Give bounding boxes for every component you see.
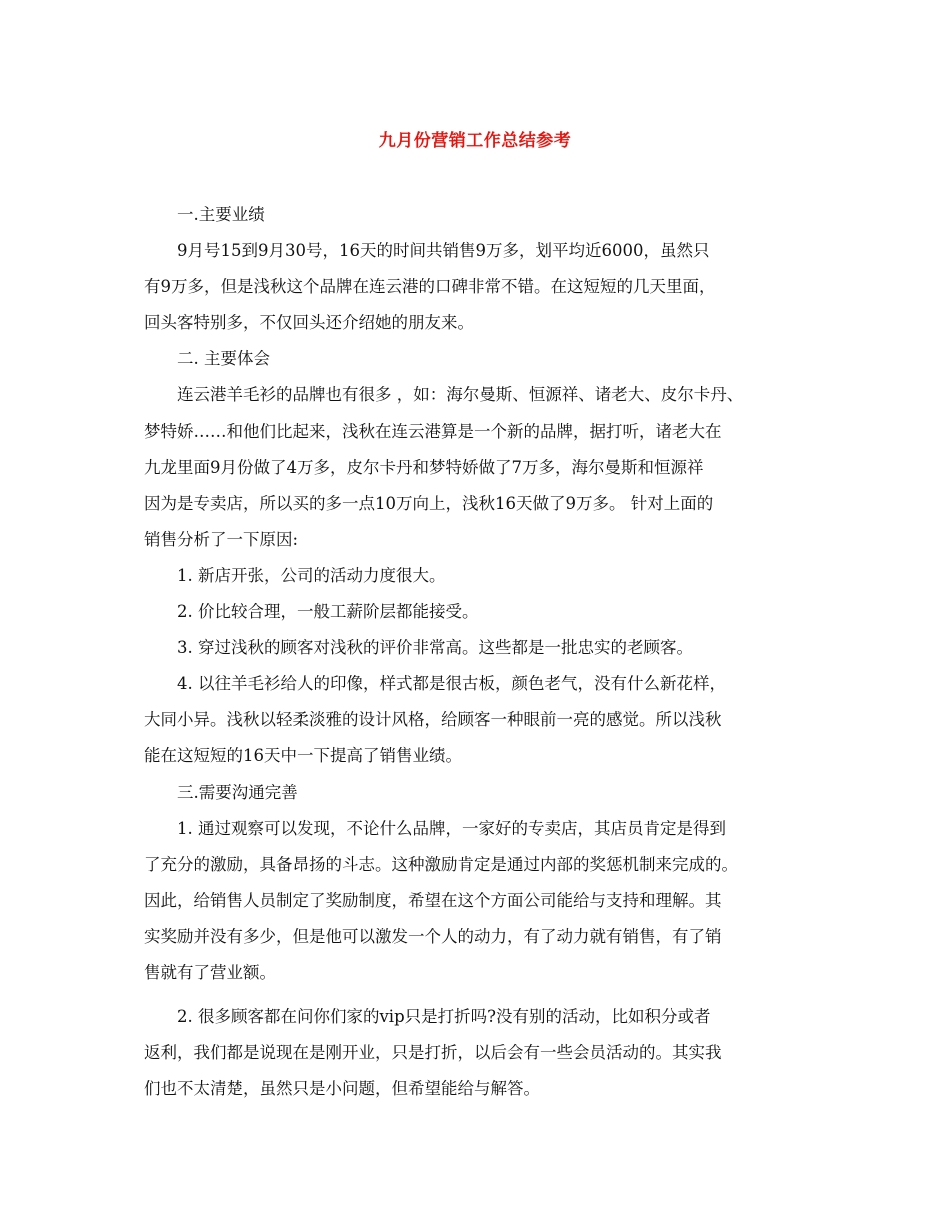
paragraph-line: 大同小异。浅秋以轻柔淡雅的设计风格，给顾客一种眼前一亮的感觉。所以浅秋 xyxy=(144,710,722,730)
document-title: 九月份营销工作总结参考 xyxy=(378,131,572,151)
paragraph-line: 梦特娇……和他们比起来，浅秋在连云港算是一个新的品牌，据打听，诸老大在 xyxy=(144,421,722,441)
paragraph-line: 了充分的激励，具备昂扬的斗志。这种激励肯定是通过内部的奖惩机制来完成的。 xyxy=(144,854,738,874)
list-item: 2. 价比较合理，一般工薪阶层都能接受。 xyxy=(177,602,479,622)
paragraph-line: 销售分析了一下原因: xyxy=(144,529,299,549)
paragraph-line: 因为是专卖店，所以买的多一点10万向上，浅秋16天做了9万多。 针对上面的 xyxy=(144,493,714,513)
document-body xyxy=(144,197,824,1107)
paragraph-line: 售就有了营业额。 xyxy=(144,962,276,982)
section-heading-2: 二. 主要体会 xyxy=(177,349,270,369)
list-item: 2. 很多顾客都在问你们家的vip只是打折吗?没有别的活动，比如积分或者 xyxy=(177,1007,711,1027)
paragraph-line: 能在这短短的16天中一下提高了销售业绩。 xyxy=(144,746,462,766)
list-item: 1. 新店开张，公司的活动力度很大。 xyxy=(177,565,446,585)
list-item: 1. 通过观察可以发现，不论什么品牌，一家好的专卖店，其店员肯定是得到 xyxy=(177,818,726,838)
paragraph-line: 实奖励并没有多少，但是他可以激发一个人的动力，有了动力就有销售，有了销 xyxy=(144,926,722,946)
paragraph-line: 连云港羊毛衫的品牌也有很多 ，如：海尔曼斯、恒源祥、诸老大、皮尔卡丹、 xyxy=(177,385,744,405)
paragraph-line: 九龙里面9月份做了4万多，皮尔卡丹和梦特娇做了7万多，海尔曼斯和恒源祥 xyxy=(144,457,704,477)
paragraph-line: 回头客特别多，不仅回头还介绍她的朋友来。 xyxy=(144,313,474,333)
paragraph-line: 有9万多，但是浅秋这个品牌在连云港的口碑非常不错。在这短短的几天里面， xyxy=(144,277,716,297)
list-item: 3. 穿过浅秋的顾客对浅秋的评价非常高。这些都是一批忠实的老顾客。 xyxy=(177,638,693,658)
section-heading-3: 三.需要沟通完善 xyxy=(177,782,298,802)
paragraph-line: 们也不太清楚，虽然只是小问题，但希望能给与解答。 xyxy=(144,1079,540,1099)
paragraph-line: 9月号15到9月30号，16天的时间共销售9万多，划平均近6000，虽然只 xyxy=(177,241,710,261)
paragraph-line: 返利，我们都是说现在是刚开业，只是打折，以后会有一些会员活动的。其实我 xyxy=(144,1043,722,1063)
paragraph-line: 因此，给销售人员制定了奖励制度，希望在这个方面公司能给与支持和理解。其 xyxy=(144,890,722,910)
section-heading-1: 一.主要业绩 xyxy=(177,205,265,224)
list-item: 4. 以往羊毛衫给人的印像，样式都是很古板，颜色老气，没有什么新花样， xyxy=(177,674,726,694)
paragraph-gap xyxy=(144,991,824,999)
